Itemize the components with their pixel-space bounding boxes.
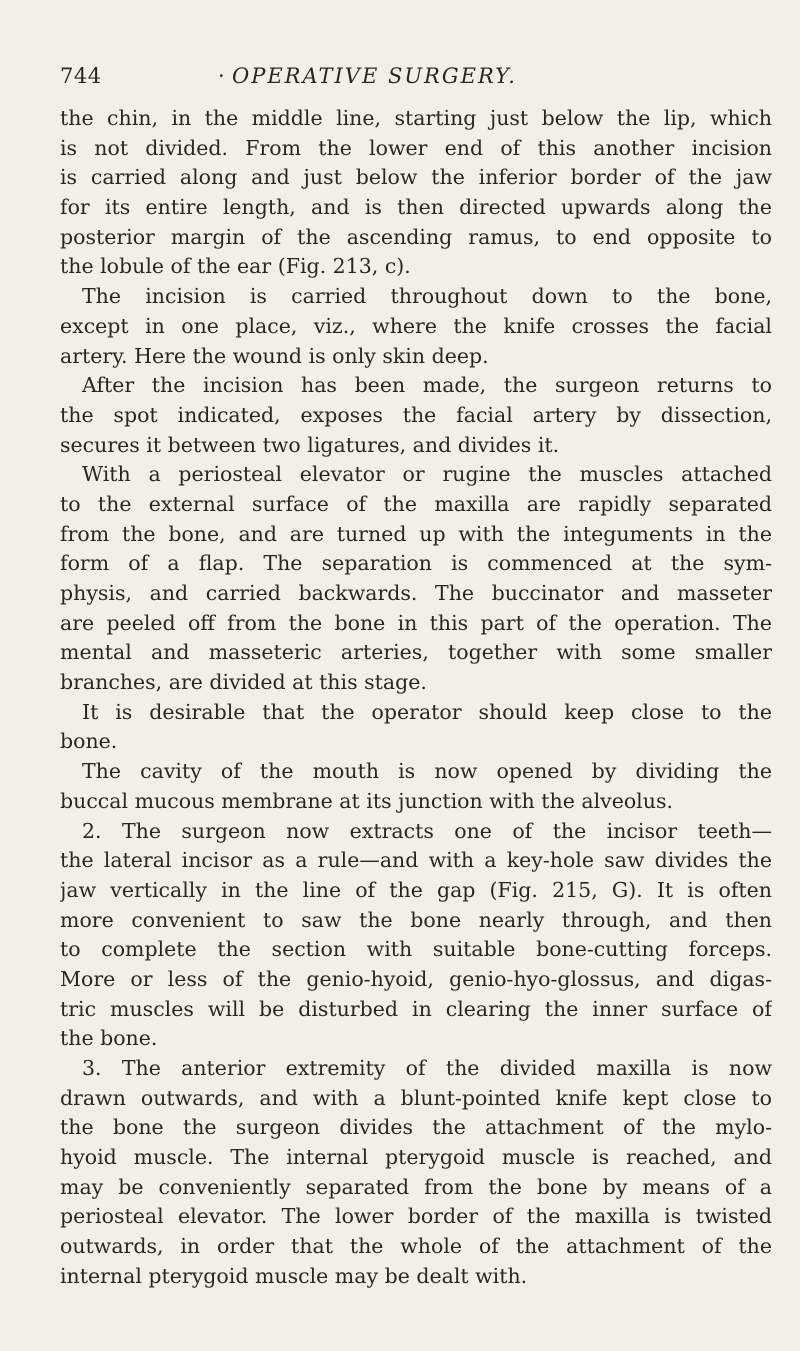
text-line: except in one place, viz., where the knife crosses the facial: [60, 313, 772, 338]
text-line: the lobule of the ear (Fig. 213, c).: [60, 254, 411, 279]
text-line: bone.: [60, 729, 118, 754]
text-line: form of a flap. The separation is commenced at the sym-: [60, 551, 772, 576]
text-line: buccal mucous membrane at its junction with the alveolus.: [60, 788, 673, 813]
running-title: · OPERATIVE SURGERY.: [232, 64, 517, 88]
text-line: the chin, in the middle line, starting just below the lip, which: [60, 106, 772, 130]
text-line: physis, and carried backwards. The buccinator and masseter: [60, 581, 772, 605]
text-line: posterior margin of the ascending ramus, to end opposite to: [60, 224, 772, 249]
text-line: the lateral incisor as a rule—and with a key-hole saw divides the: [60, 848, 772, 873]
text-line: may be conveniently separated from the bone by means of a: [60, 1174, 772, 1199]
text-line: the spot indicated, exposes the facial artery by dissection,: [60, 402, 772, 427]
text-line: is not divided. From the lower end of this another incision: [60, 135, 772, 160]
text-line: is carried along and just below the inferior border of the jaw: [60, 165, 772, 190]
text-line: branches, are divided at this stage.: [60, 670, 427, 695]
running-head: [0, 64, 800, 94]
body-text: [60, 104, 772, 1292]
text-line: are peeled off from the bone in this part of the operation. The: [60, 610, 772, 635]
text-line: the bone the surgeon divides the attachment of the mylo-: [60, 1115, 772, 1140]
page-number: 744: [60, 64, 102, 88]
text-line: 3. The anterior extremity of the divided maxilla is now: [82, 1056, 772, 1080]
text-line: secures it between two ligatures, and divides it.: [60, 432, 560, 457]
text-line: jaw vertically in the line of the gap (Fig. 215, G). It is often: [60, 877, 772, 902]
text-line: for its entire length, and is then directed upwards along the: [60, 195, 772, 220]
text-line: more convenient to saw the bone nearly through, and then: [60, 907, 772, 932]
text-line: More or less of the genio-hyoid, genio-hyo-glossus, and digas-: [60, 966, 772, 991]
text-line: hyoid muscle. The internal pterygoid muscle is reached, and: [60, 1145, 772, 1170]
text-line: internal pterygoid muscle may be dealt with.: [60, 1263, 528, 1288]
text-line: the bone.: [60, 1026, 158, 1051]
text-line: The incision is carried throughout down to the bone,: [82, 284, 772, 309]
text-line: outwards, in order that the whole of the attachment of the: [60, 1234, 772, 1259]
text-line: to the external surface of the maxilla are rapidly separated: [60, 491, 772, 516]
text-line: drawn outwards, and with a blunt-pointed knife kept close to: [60, 1085, 772, 1110]
text-line: mental and masseteric arteries, together with some smaller: [60, 640, 772, 665]
text-line: The cavity of the mouth is now opened by dividing the: [82, 759, 772, 784]
text-line: With a periosteal elevator or rugine the muscles attached: [82, 462, 772, 487]
text-line: 2. The surgeon now extracts one of the incisor teeth—: [82, 818, 772, 843]
text-line: After the incision has been made, the surgeon returns to: [82, 373, 772, 398]
text-line: It is desirable that the operator should keep close to the: [82, 699, 772, 724]
text-line: periosteal elevator. The lower border of the maxilla is twisted: [60, 1204, 772, 1229]
text-line: tric muscles will be disturbed in clearing the inner surface of: [60, 996, 772, 1021]
text-line: artery. Here the wound is only skin deep.: [60, 343, 489, 368]
text-line: to complete the section with suitable bone-cutting forceps.: [60, 937, 772, 962]
text-line: from the bone, and are turned up with the integuments in the: [60, 521, 772, 546]
